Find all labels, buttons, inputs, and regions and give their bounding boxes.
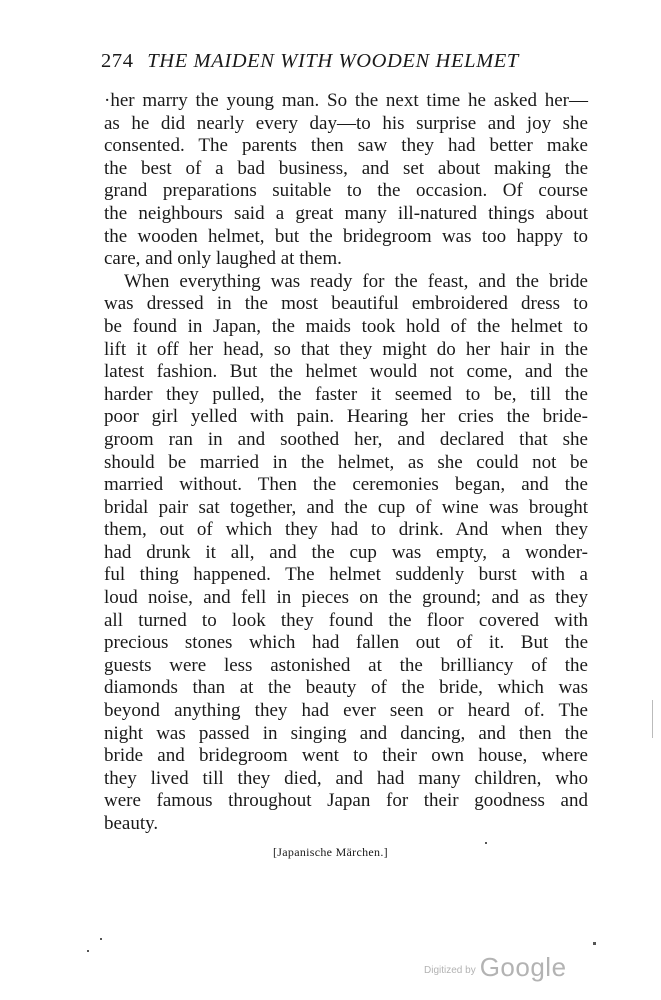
text-line: poor girl yelled with pain. Hearing her cries the bride- (104, 406, 588, 428)
text-line: guests were less astonished at the brilliancy of the (104, 654, 588, 676)
text-line: were famous throughout Japan for their goodness and (104, 790, 588, 812)
text-line: night was passed in singing and dancing, and then the (104, 722, 588, 744)
text-line: all turned to look they found the floor covered with (104, 609, 588, 631)
body-text (104, 90, 588, 836)
text-line: ful thing happened. The helmet suddenly burst with a (104, 564, 588, 586)
source-citation: [Japanische Märchen.] (273, 845, 388, 859)
text-line: was dressed in the most beautiful embroidered dress to (104, 293, 588, 315)
text-line: groom ran in and soothed her, and declared that she (104, 428, 588, 450)
text-line: bride and bridegroom went to their own house, where (104, 745, 588, 767)
watermark-prefix: Digitized by (424, 965, 476, 976)
text-line: grand preparations suitable to the occasion. Of course (104, 180, 588, 202)
text-line: care, and only laughed at them. (104, 248, 342, 270)
digitized-watermark (424, 952, 567, 983)
scan-speck (485, 842, 487, 844)
text-line: bridal pair sat together, and the cup of wine was brought (104, 496, 588, 518)
text-line: as he did nearly every day—to his surprise and joy she (104, 112, 588, 134)
chapter-title: THE MAIDEN WITH WOODEN HELMET (147, 50, 519, 72)
text-line: them, out of which they had to drink. And when they (104, 519, 588, 541)
text-line: lift it off her head, so that they might do her hair in the (104, 338, 588, 360)
text-line: had drunk it all, and the cup was empty, a wonder- (104, 541, 588, 563)
text-line: the wooden helmet, but the bridegroom was too happy to (104, 225, 588, 247)
text-line: harder they pulled, the faster it seemed to be, till the (104, 383, 588, 405)
text-line: diamonds than at the beauty of the bride, which was (104, 677, 588, 699)
text-line: precious stones which had fallen out of it. But the (104, 632, 588, 654)
scan-speck (100, 938, 102, 940)
text-line: beyond anything they had ever seen or heard of. The (104, 700, 588, 722)
scan-speck (87, 950, 89, 952)
scan-speck (652, 700, 653, 738)
text-line: ·her marry the young man. So the next time he asked her— (104, 90, 588, 111)
text-line: be found in Japan, the maids took hold of the helmet to (104, 315, 588, 337)
running-head (101, 48, 587, 74)
text-line: latest fashion. But the helmet would not come, and the (104, 361, 588, 383)
text-line: beauty. (104, 813, 159, 834)
scan-speck (593, 942, 596, 945)
text-line: the neighbours said a great many ill-natured things about (104, 202, 588, 224)
text-line: When everything was ready for the feast, and the bride (124, 270, 588, 292)
text-line: they lived till they died, and had many children, who (104, 767, 588, 789)
text-line: married without. Then the ceremonies began, and the (104, 474, 588, 496)
text-line: should be married in the helmet, as she could not be (104, 451, 588, 473)
google-logo: Google (479, 952, 567, 982)
page-number: 274 (101, 50, 134, 72)
text-line: consented. The parents then saw they had better make (104, 135, 588, 157)
text-line: loud noise, and fell in pieces on the ground; and as they (104, 587, 588, 609)
text-line: the best of a bad business, and set about making the (104, 157, 588, 179)
